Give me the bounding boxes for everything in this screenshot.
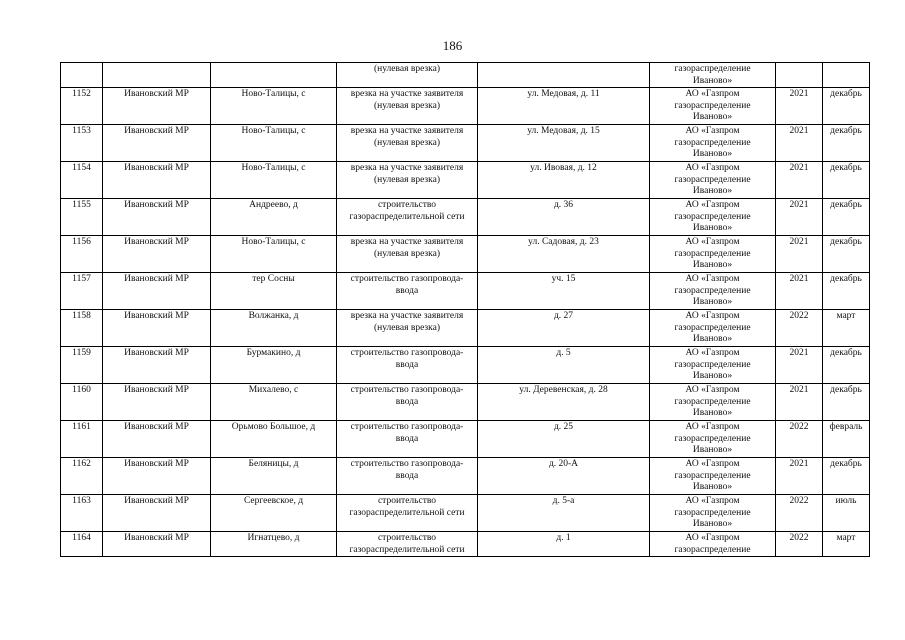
cell-address: д. 1 — [478, 532, 650, 557]
cell-work-type — [337, 273, 478, 310]
organization-line: Иваново» — [692, 223, 733, 233]
cell-num: 1160 — [61, 384, 103, 421]
cell-organization — [650, 310, 776, 347]
cell-locality: Бурмакино, д — [211, 347, 337, 384]
cell-locality: Андреево, д — [211, 199, 337, 236]
table-row — [61, 495, 870, 532]
cell-year: 2021 — [776, 384, 823, 421]
organization-line: Иваново» — [692, 260, 733, 270]
work-type-line: газораспределительной сети — [349, 211, 465, 222]
cell-organization — [650, 532, 776, 557]
cell-locality — [211, 63, 337, 88]
cell-district: Ивановский МР — [103, 310, 211, 347]
organization-line: АО «Газпром — [685, 126, 740, 136]
cell-address: д. 5-а — [478, 495, 650, 532]
cell-month: декабрь — [823, 273, 870, 310]
cell-district: Ивановский МР — [103, 532, 211, 557]
table-row — [61, 236, 870, 273]
cell-locality: Беляницы, д — [211, 458, 337, 495]
work-type-line: (нулевая врезка) — [373, 100, 441, 111]
cell-organization — [650, 125, 776, 162]
cell-month: февраль — [823, 421, 870, 458]
organization-line: Иваново» — [692, 371, 733, 381]
cell-num: 1156 — [61, 236, 103, 273]
work-type-line: ввода — [395, 396, 419, 407]
cell-organization — [650, 495, 776, 532]
cell-num: 1164 — [61, 532, 103, 557]
cell-work-type — [337, 532, 478, 557]
table-body — [61, 63, 870, 557]
cell-address: уч. 15 — [478, 273, 650, 310]
organization-line: газораспределение — [674, 64, 751, 74]
cell-district: Ивановский МР — [103, 458, 211, 495]
cell-month: декабрь — [823, 458, 870, 495]
organization-line: газораспределение — [674, 211, 751, 222]
organization-line: газораспределение — [674, 544, 751, 555]
cell-locality: Ново-Талицы, с — [211, 88, 337, 125]
organization-line: Иваново» — [692, 519, 733, 529]
table-row — [61, 125, 870, 162]
table-row — [61, 384, 870, 421]
cell-address: д. 25 — [478, 421, 650, 458]
cell-num: 1162 — [61, 458, 103, 495]
organization-line: Иваново» — [692, 408, 733, 418]
organization-line: газораспределение — [674, 322, 751, 333]
organization-line: АО «Газпром — [685, 163, 740, 173]
cell-locality: Ново-Талицы, с — [211, 236, 337, 273]
cell-locality: Орьмово Большое, д — [211, 421, 337, 458]
cell-year: 2021 — [776, 273, 823, 310]
work-type-line: строительство газопровода- — [350, 422, 464, 432]
cell-address: ул. Деревенская, д. 28 — [478, 384, 650, 421]
cell-year: 2022 — [776, 532, 823, 557]
cell-work-type — [337, 421, 478, 458]
cell-address: ул. Медовая, д. 11 — [478, 88, 650, 125]
work-type-line: врезка на участке заявителя — [350, 89, 464, 99]
organization-line: Иваново» — [692, 149, 733, 159]
organization-line: АО «Газпром — [685, 200, 740, 210]
cell-work-type — [337, 458, 478, 495]
cell-locality: Сергеевское, д — [211, 495, 337, 532]
organization-line: газораспределение — [674, 100, 751, 111]
cell-organization — [650, 162, 776, 199]
cell-month: декабрь — [823, 88, 870, 125]
cell-locality: Волжанка, д — [211, 310, 337, 347]
work-type-line: ввода — [395, 285, 419, 296]
work-type-line: (нулевая врезка) — [373, 248, 441, 259]
cell-work-type — [337, 236, 478, 273]
work-type-line: (нулевая врезка) — [373, 322, 441, 333]
cell-address: ул. Медовая, д. 15 — [478, 125, 650, 162]
cell-year: 2021 — [776, 458, 823, 495]
cell-month: декабрь — [823, 384, 870, 421]
organization-line: газораспределение — [674, 174, 751, 185]
organization-line: газораспределение — [674, 396, 751, 407]
cell-address: ул. Садовая, д. 23 — [478, 236, 650, 273]
cell-address: д. 27 — [478, 310, 650, 347]
cell-work-type — [337, 63, 478, 88]
cell-district: Ивановский МР — [103, 273, 211, 310]
cell-month: декабрь — [823, 125, 870, 162]
cell-district: Ивановский МР — [103, 495, 211, 532]
table-row — [61, 199, 870, 236]
work-type-line: газораспределительной сети — [349, 507, 465, 518]
cell-organization — [650, 236, 776, 273]
cell-district: Ивановский МР — [103, 347, 211, 384]
cell-locality: Игнатцево, д — [211, 532, 337, 557]
cell-address: д. 36 — [478, 199, 650, 236]
cell-work-type — [337, 125, 478, 162]
work-type-line: ввода — [395, 470, 419, 481]
work-type-line: врезка на участке заявителя — [350, 126, 464, 136]
cell-month: декабрь — [823, 199, 870, 236]
cell-num: 1163 — [61, 495, 103, 532]
organization-line: газораспределение — [674, 285, 751, 296]
organization-line: газораспределение — [674, 433, 751, 444]
cell-work-type — [337, 162, 478, 199]
organization-line: АО «Газпром — [685, 422, 740, 432]
organization-line: АО «Газпром — [685, 385, 740, 395]
cell-num: 1155 — [61, 199, 103, 236]
cell-district: Ивановский МР — [103, 236, 211, 273]
organization-line: АО «Газпром — [685, 496, 740, 506]
cell-district: Ивановский МР — [103, 88, 211, 125]
organization-line: Иваново» — [692, 482, 733, 492]
table-row — [61, 162, 870, 199]
cell-district — [103, 63, 211, 88]
cell-month — [823, 63, 870, 88]
cell-organization — [650, 384, 776, 421]
page-number: 186 — [442, 38, 463, 53]
cell-organization — [650, 63, 776, 88]
organization-line: Иваново» — [692, 112, 733, 122]
work-type-line: врезка на участке заявителя — [350, 163, 464, 173]
cell-month: декабрь — [823, 236, 870, 273]
table-row — [61, 347, 870, 384]
cell-locality: Михалево, с — [211, 384, 337, 421]
cell-month: декабрь — [823, 162, 870, 199]
cell-num: 1157 — [61, 273, 103, 310]
work-type-line: врезка на участке заявителя — [350, 237, 464, 247]
cell-year: 2021 — [776, 88, 823, 125]
cell-organization — [650, 88, 776, 125]
cell-month: март — [823, 310, 870, 347]
cell-month: июль — [823, 495, 870, 532]
organization-line: Иваново» — [692, 75, 733, 86]
cell-work-type — [337, 495, 478, 532]
cell-work-type — [337, 310, 478, 347]
cell-num — [61, 63, 103, 88]
cell-year: 2021 — [776, 199, 823, 236]
cell-month: декабрь — [823, 347, 870, 384]
cell-organization — [650, 273, 776, 310]
table-row — [61, 458, 870, 495]
work-type-line: строительство — [377, 533, 437, 543]
work-type-line: (нулевая врезка) — [373, 64, 441, 74]
cell-locality: Ново-Талицы, с — [211, 162, 337, 199]
work-type-line: врезка на участке заявителя — [350, 311, 464, 321]
organization-line: газораспределение — [674, 507, 751, 518]
cell-num: 1154 — [61, 162, 103, 199]
organization-line: АО «Газпром — [685, 459, 740, 469]
table-row — [61, 88, 870, 125]
cell-organization — [650, 458, 776, 495]
cell-organization — [650, 347, 776, 384]
organization-line: АО «Газпром — [685, 348, 740, 358]
cell-year: 2022 — [776, 310, 823, 347]
organization-line: Иваново» — [692, 297, 733, 307]
cell-num: 1159 — [61, 347, 103, 384]
cell-address: ул. Ивовая, д. 12 — [478, 162, 650, 199]
cell-year: 2022 — [776, 421, 823, 458]
cell-address: д. 5 — [478, 347, 650, 384]
organization-line: Иваново» — [692, 445, 733, 455]
organization-line: АО «Газпром — [685, 533, 740, 543]
work-type-line: ввода — [395, 433, 419, 444]
table-row — [61, 421, 870, 458]
organization-line: газораспределение — [674, 137, 751, 148]
organization-line: АО «Газпром — [685, 237, 740, 247]
work-type-line: строительство — [377, 496, 437, 506]
cell-year: 2022 — [776, 495, 823, 532]
cell-district: Ивановский МР — [103, 125, 211, 162]
work-type-line: строительство — [377, 200, 437, 210]
work-type-line: (нулевая врезка) — [373, 137, 441, 148]
work-type-line: ввода — [395, 359, 419, 370]
cell-organization — [650, 421, 776, 458]
cell-locality: тер Сосны — [211, 273, 337, 310]
table-row — [61, 532, 870, 557]
table-row — [61, 310, 870, 347]
cell-district: Ивановский МР — [103, 384, 211, 421]
cell-locality: Ново-Талицы, с — [211, 125, 337, 162]
cell-num: 1152 — [61, 88, 103, 125]
cell-work-type — [337, 347, 478, 384]
organization-line: Иваново» — [692, 186, 733, 196]
cell-num: 1158 — [61, 310, 103, 347]
cell-num: 1161 — [61, 421, 103, 458]
cell-month: март — [823, 532, 870, 557]
cell-year: 2021 — [776, 162, 823, 199]
continuation-row — [61, 63, 870, 88]
work-type-line: газораспределительной сети — [349, 544, 465, 555]
cell-work-type — [337, 384, 478, 421]
organization-line: газораспределение — [674, 359, 751, 370]
organization-line: газораспределение — [674, 248, 751, 259]
cell-num: 1153 — [61, 125, 103, 162]
organization-line: Иваново» — [692, 334, 733, 344]
cell-district: Ивановский МР — [103, 199, 211, 236]
cell-work-type — [337, 199, 478, 236]
work-type-line: строительство газопровода- — [350, 385, 464, 395]
organization-line: АО «Газпром — [685, 89, 740, 99]
cell-year: 2021 — [776, 347, 823, 384]
table-row — [61, 273, 870, 310]
work-type-line: строительство газопровода- — [350, 348, 464, 358]
work-type-line: строительство газопровода- — [350, 459, 464, 469]
cell-district: Ивановский МР — [103, 162, 211, 199]
cell-year — [776, 63, 823, 88]
gasification-register-table — [60, 62, 870, 557]
organization-line: АО «Газпром — [685, 311, 740, 321]
cell-address: д. 20-А — [478, 458, 650, 495]
work-type-line: (нулевая врезка) — [373, 174, 441, 185]
cell-work-type — [337, 88, 478, 125]
organization-line: газораспределение — [674, 470, 751, 481]
cell-year: 2021 — [776, 125, 823, 162]
cell-district: Ивановский МР — [103, 421, 211, 458]
work-type-line: строительство газопровода- — [350, 274, 464, 284]
cell-year: 2021 — [776, 236, 823, 273]
cell-address — [478, 63, 650, 88]
organization-line: АО «Газпром — [685, 274, 740, 284]
cell-organization — [650, 199, 776, 236]
